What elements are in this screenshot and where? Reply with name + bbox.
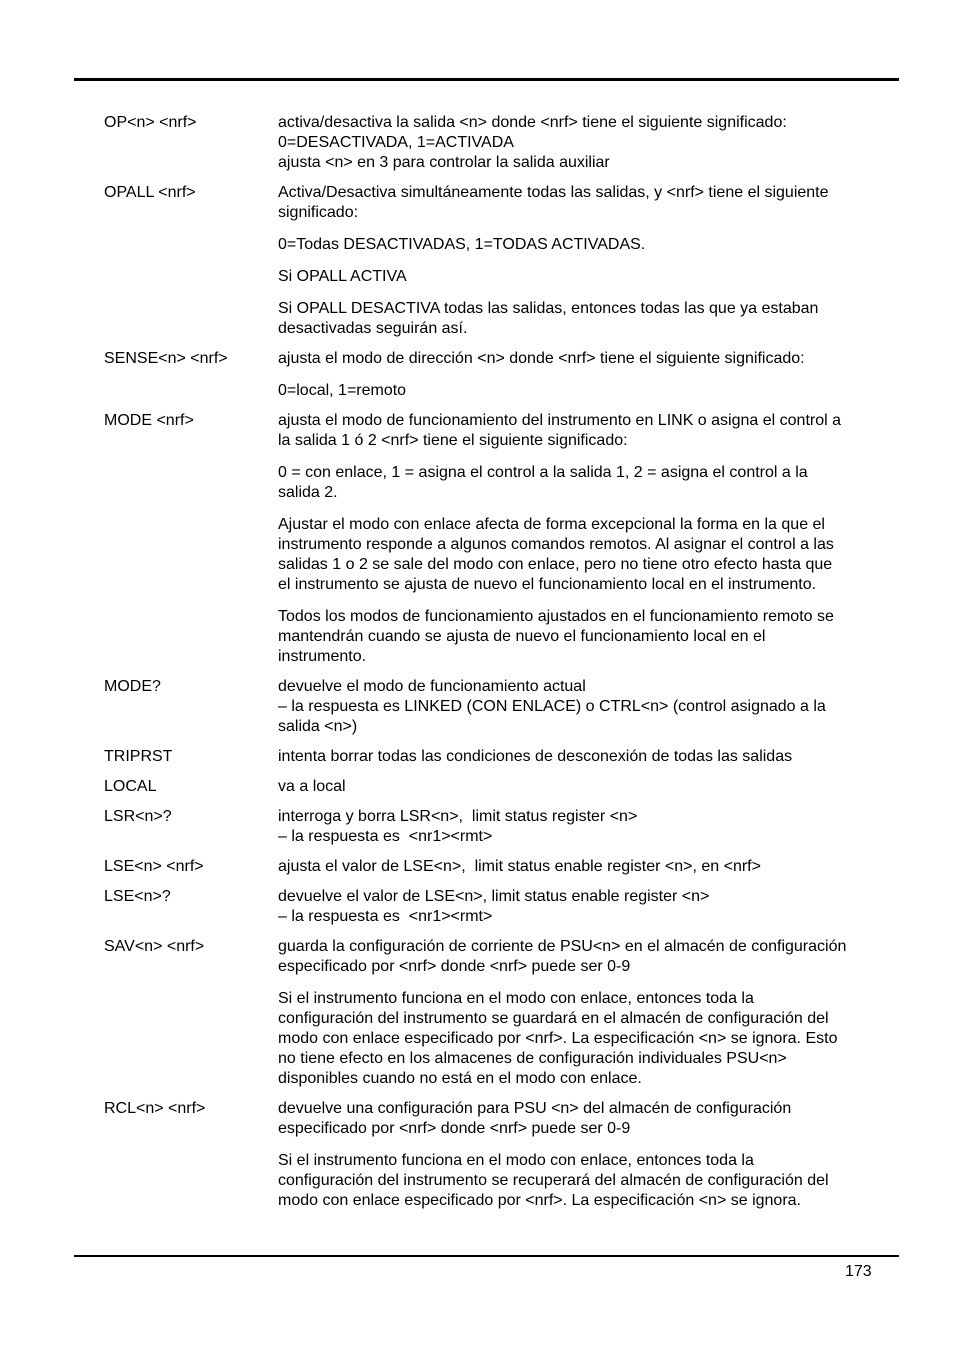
command-entry — [104, 807, 914, 847]
description-line: ajusta <n> en 3 para controlar la salida auxiliar — [278, 154, 610, 171]
command-description — [278, 747, 914, 767]
description-paragraph — [278, 807, 914, 847]
description-line: Si el instrumento funciona en el modo con enlace, entonces toda la — [278, 1152, 754, 1169]
description-line: – la respuesta es <nr1><rmt> — [278, 828, 493, 845]
command-entry — [104, 113, 914, 173]
description-line: especificado por <nrf> donde <nrf> puede ser 0-9 — [278, 958, 631, 975]
command-name: MODE? — [104, 678, 161, 695]
description-line: Si el instrumento funciona en el modo con enlace, entonces toda la — [278, 990, 754, 1007]
description-line: configuración del instrumento se guardará en el almacén de configuración del — [278, 1010, 829, 1027]
command-entry — [104, 857, 914, 877]
command-description — [278, 349, 914, 401]
command-entry — [104, 349, 914, 401]
command-entry — [104, 677, 914, 737]
description-paragraph — [278, 937, 914, 977]
command-description — [278, 807, 914, 847]
description-paragraph — [278, 299, 914, 339]
command-description — [278, 183, 914, 339]
description-line: instrumento responde a algunos comandos remotos. Al asignar el control a las — [278, 536, 834, 553]
description-paragraph — [278, 515, 914, 595]
command-name: RCL<n> <nrf> — [104, 1100, 206, 1117]
description-paragraph — [278, 411, 914, 451]
description-line: ajusta el modo de dirección <n> donde <nrf> tiene el siguiente significado: — [278, 350, 805, 367]
description-line: devuelve el modo de funcionamiento actual — [278, 678, 586, 695]
description-line: disponibles cuando no está en el modo con enlace. — [278, 1070, 642, 1087]
description-line: salida <n>) — [278, 718, 358, 735]
description-line: activa/desactiva la salida <n> donde <nrf> tiene el siguiente significado: — [278, 114, 787, 131]
page-number: 173 — [845, 1263, 872, 1280]
description-paragraph — [278, 989, 914, 1089]
command-name: TRIPRST — [104, 748, 173, 765]
description-line: Si OPALL ACTIVA — [278, 268, 407, 285]
description-line: salidas 1 o 2 se sale del modo con enlace, pero no tiene otro efecto hasta que — [278, 556, 833, 573]
command-name: LSE<n>? — [104, 888, 171, 905]
command-description — [278, 113, 914, 173]
command-name: MODE <nrf> — [104, 412, 194, 429]
description-paragraph — [278, 857, 914, 877]
command-description — [278, 777, 914, 797]
description-line: devuelve una configuración para PSU <n> del almacén de configuración — [278, 1100, 792, 1117]
command-description — [278, 887, 914, 927]
command-name: SENSE<n> <nrf> — [104, 350, 228, 367]
description-line: Si OPALL DESACTIVA todas las salidas, entonces todas las que ya estaban — [278, 300, 819, 317]
description-line: Ajustar el modo con enlace afecta de forma excepcional la forma en la que el — [278, 516, 825, 533]
description-paragraph — [278, 1099, 914, 1139]
description-line: – la respuesta es LINKED (CON ENLACE) o CTRL<n> (control asignado a la — [278, 698, 826, 715]
command-entry — [104, 937, 914, 1089]
description-line: no tiene efecto en los almacenes de configuración individuales PSU<n> — [278, 1050, 787, 1067]
description-line: salida 2. — [278, 484, 338, 501]
description-line: guarda la configuración de corriente de PSU<n> en el almacén de configuración — [278, 938, 847, 955]
description-line: modo con enlace especificado por <nrf>. La especificación <n> se ignora. — [278, 1192, 801, 1209]
command-description — [278, 937, 914, 1089]
description-line: devuelve el valor de LSE<n>, limit status enable register <n> — [278, 888, 710, 905]
command-name: OPALL <nrf> — [104, 184, 196, 201]
description-line: mantendrán cuando se ajusta de nuevo el funcionamiento local en el — [278, 628, 766, 645]
header-rule — [74, 78, 899, 81]
command-entry — [104, 1099, 914, 1211]
description-paragraph — [278, 887, 914, 927]
command-entry — [104, 183, 914, 339]
description-paragraph — [278, 381, 914, 401]
description-line: 0=Todas DESACTIVADAS, 1=TODAS ACTIVADAS. — [278, 236, 646, 253]
description-line: instrumento. — [278, 648, 367, 665]
description-paragraph — [278, 113, 914, 173]
command-name: LSE<n> <nrf> — [104, 858, 204, 875]
description-line: desactivadas seguirán así. — [278, 320, 468, 337]
command-name: LOCAL — [104, 778, 157, 795]
description-paragraph — [278, 677, 914, 737]
description-line: Activa/Desactiva simultáneamente todas las salidas, y <nrf> tiene el siguiente — [278, 184, 829, 201]
description-line: intenta borrar todas las condiciones de desconexión de todas las salidas — [278, 748, 793, 765]
description-line: Todos los modos de funcionamiento ajustados en el funcionamiento remoto se — [278, 608, 834, 625]
command-entry — [104, 887, 914, 927]
footer-rule — [74, 1255, 899, 1257]
description-paragraph — [278, 349, 914, 369]
description-paragraph — [278, 607, 914, 667]
description-line: 0=DESACTIVADA, 1=ACTIVADA — [278, 134, 514, 151]
description-line: interroga y borra LSR<n>, limit status register <n> — [278, 808, 638, 825]
description-line: 0=local, 1=remoto — [278, 382, 407, 399]
command-entry — [104, 777, 914, 797]
command-name: OP<n> <nrf> — [104, 114, 197, 131]
description-line: el instrumento se ajusta de nuevo el funcionamiento local en el instrumento. — [278, 576, 817, 593]
description-paragraph — [278, 267, 914, 287]
description-line: ajusta el valor de LSE<n>, limit status enable register <n>, en <nrf> — [278, 858, 761, 875]
description-paragraph — [278, 747, 914, 767]
description-line: 0 = con enlace, 1 = asigna el control a la salida 1, 2 = asigna el control a la — [278, 464, 808, 481]
description-line: especificado por <nrf> donde <nrf> puede ser 0-9 — [278, 1120, 631, 1137]
description-line: modo con enlace especificado por <nrf>. La especificación <n> se ignora. Esto — [278, 1030, 838, 1047]
command-description — [278, 857, 914, 877]
description-paragraph — [278, 183, 914, 223]
description-line: va a local — [278, 778, 346, 795]
command-entry — [104, 411, 914, 667]
command-name: SAV<n> <nrf> — [104, 938, 205, 955]
description-line: significado: — [278, 204, 359, 221]
command-entry — [104, 747, 914, 767]
description-paragraph — [278, 1151, 914, 1211]
command-description — [278, 411, 914, 667]
description-line: ajusta el modo de funcionamiento del instrumento en LINK o asigna el control a — [278, 412, 842, 429]
description-line: la salida 1 ó 2 <nrf> tiene el siguiente significado: — [278, 432, 628, 449]
description-paragraph — [278, 235, 914, 255]
description-paragraph — [278, 463, 914, 503]
description-line: configuración del instrumento se recuperará del almacén de configuración del — [278, 1172, 829, 1189]
command-name: LSR<n>? — [104, 808, 172, 825]
description-paragraph — [278, 777, 914, 797]
command-description — [278, 677, 914, 737]
command-description — [278, 1099, 914, 1211]
description-line: – la respuesta es <nr1><rmt> — [278, 908, 493, 925]
command-list — [104, 113, 914, 1221]
